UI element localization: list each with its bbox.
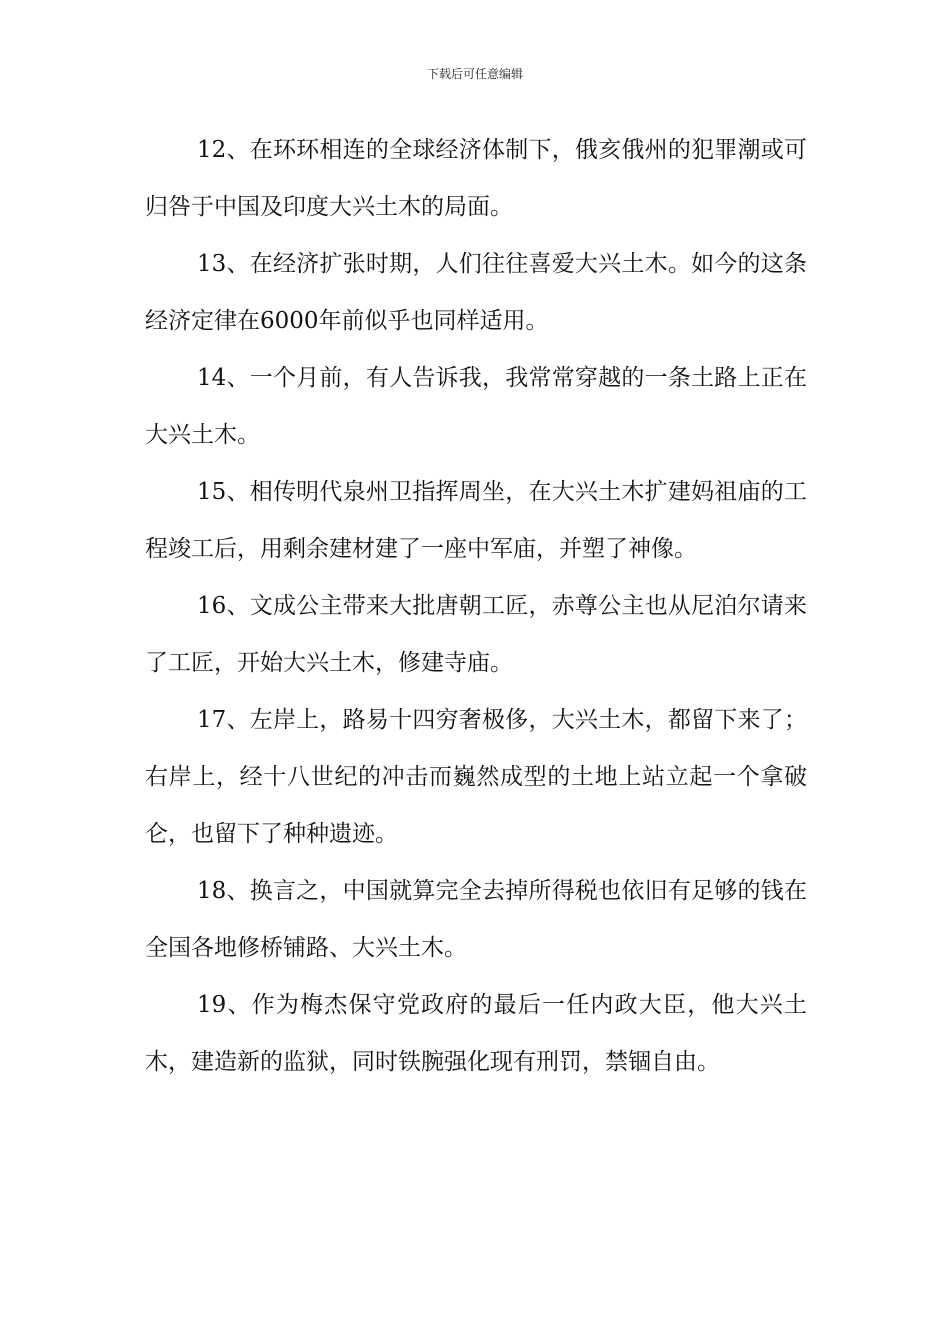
document-body — [145, 122, 807, 1091]
paragraph-13: 13、在经济扩张时期，人们往往喜爱大兴土木。如今的这条经济定律在6000年前似乎也同样适用。 — [145, 251, 807, 334]
paragraph-17: 17、左岸上，路易十四穷奢极侈，大兴土木，都留下来了；右岸上，经十八世纪的冲击而巍然成型的土地上站立起一个拿破仑，也留下了种种遗迹。 — [145, 707, 807, 847]
paragraph-18: 18、换言之，中国就算完全去掉所得税也依旧有足够的钱在全国各地修桥铺路、大兴土木。 — [145, 878, 807, 961]
paragraph-16: 16、文成公主带来大批唐朝工匠，赤尊公主也从尼泊尔请来了工匠，开始大兴土木，修建寺庙。 — [145, 593, 807, 676]
paragraph-12: 12、在环环相连的全球经济体制下，俄亥俄州的犯罪潮或可归咎于中国及印度大兴土木的局面。 — [145, 137, 807, 220]
paragraph-15: 15、相传明代泉州卫指挥周坐，在大兴土木扩建妈祖庙的工程竣工后，用剩余建材建了一座中军庙，并塑了神像。 — [145, 479, 807, 562]
paragraph-19: 19、作为梅杰保守党政府的最后一任内政大臣，他大兴土木，建造新的监狱，同时铁腕强化现有刑罚，禁锢自由。 — [145, 992, 807, 1075]
paragraph-14: 14、一个月前，有人告诉我，我常常穿越的一条土路上正在大兴土木。 — [145, 365, 807, 448]
page-header: 下载后可任意编辑 — [426, 67, 523, 81]
